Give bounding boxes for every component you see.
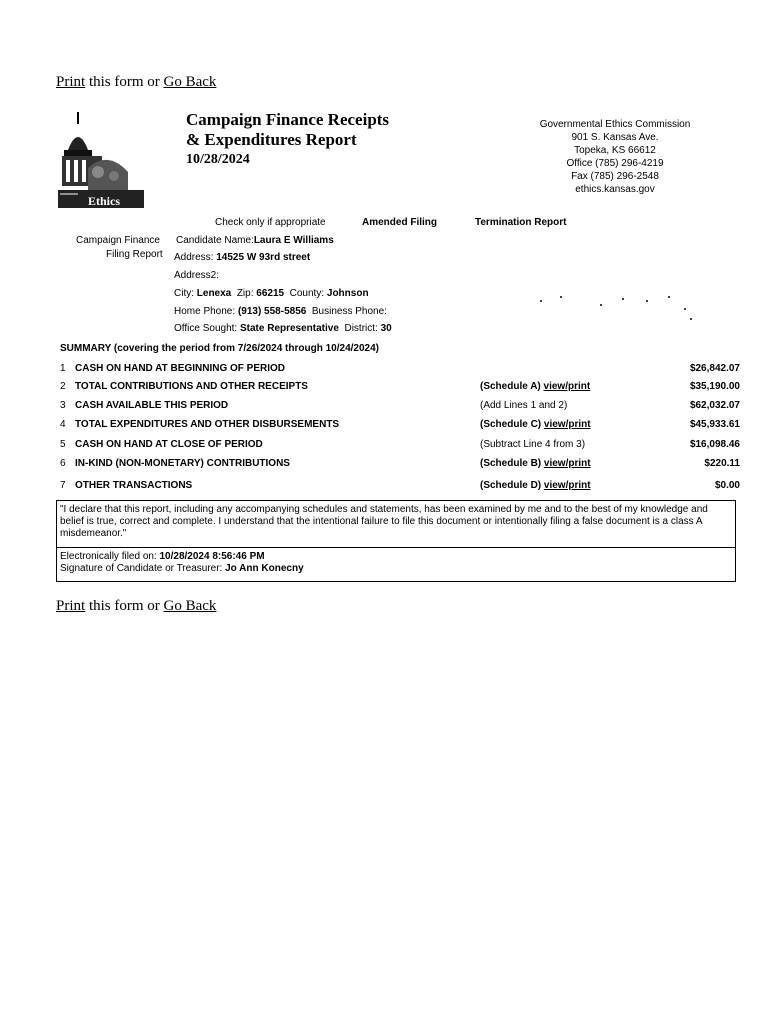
row-schedule: (Add Lines 1 and 2) bbox=[480, 400, 568, 411]
go-back-link[interactable]: Go Back bbox=[163, 74, 217, 90]
report-title-line1: Campaign Finance Receipts bbox=[186, 110, 390, 129]
row-amount: $16,098.46 bbox=[689, 439, 740, 450]
top-nav bbox=[56, 74, 216, 91]
candidate-name-value: Laura E Williams bbox=[253, 235, 334, 246]
ethics-seal-logo bbox=[58, 110, 144, 210]
candidate-name-label: Candidate Name: bbox=[176, 235, 254, 246]
row-number: 1 bbox=[60, 363, 66, 374]
schedule-a-view-print-link[interactable]: view/print bbox=[543, 381, 591, 392]
row-amount: $45,933.61 bbox=[689, 419, 740, 430]
address-row bbox=[174, 252, 310, 263]
zip-value: 66215 bbox=[256, 288, 285, 299]
district-value: 30 bbox=[380, 323, 392, 334]
row-number: 5 bbox=[60, 439, 66, 450]
row-schedule bbox=[480, 480, 591, 491]
row-amount: $0.00 bbox=[714, 480, 740, 491]
row-schedule bbox=[480, 458, 591, 469]
county-value: Johnson bbox=[326, 288, 369, 299]
summary-row bbox=[60, 381, 740, 399]
filed-on-row bbox=[60, 551, 304, 563]
agency-street: 901 S. Kansas Ave. bbox=[571, 132, 659, 143]
schedule-b-view-print-link[interactable]: view/print bbox=[543, 458, 591, 469]
summary-row bbox=[60, 439, 740, 457]
filed-on-label: Electronically filed on: bbox=[60, 551, 157, 562]
summary-row bbox=[60, 363, 740, 381]
row-amount: $62,032.07 bbox=[689, 400, 740, 411]
agency-website: ethics.kansas.gov bbox=[575, 184, 655, 195]
summary-heading: SUMMARY (covering the period from 7/26/2024 through 10/24/2024) bbox=[60, 343, 379, 354]
city-value: Lenexa bbox=[196, 288, 232, 299]
summary-row bbox=[60, 419, 740, 437]
row-label: IN-KIND (NON-MONETARY) CONTRIBUTIONS bbox=[75, 458, 290, 469]
row-number: 2 bbox=[60, 381, 66, 392]
nav-middle-text: this form or bbox=[85, 598, 164, 614]
zip-label: Zip: bbox=[236, 288, 254, 299]
seal-caption: Ethics bbox=[88, 194, 121, 208]
filed-on-value: 10/28/2024 8:56:46 PM bbox=[159, 551, 265, 562]
row-amount: $35,190.00 bbox=[689, 381, 740, 392]
home-phone-label: Home Phone: bbox=[174, 306, 236, 317]
row-label: OTHER TRANSACTIONS bbox=[75, 480, 193, 491]
agency-office-phone: Office (785) 296-4219 bbox=[566, 158, 664, 169]
amended-filing-label: Amended Filing bbox=[362, 217, 437, 228]
address-label: Address: bbox=[174, 252, 214, 263]
row-amount: $220.11 bbox=[704, 458, 740, 469]
print-form-link[interactable]: Print bbox=[56, 598, 86, 614]
home-phone-value: (913) 558-5856 bbox=[237, 306, 307, 317]
agency-contact-block bbox=[520, 118, 710, 196]
schedule-label: (Schedule A) bbox=[480, 381, 544, 392]
row-label: CASH ON HAND AT CLOSE OF PERIOD bbox=[75, 439, 263, 450]
summary-row bbox=[60, 480, 740, 498]
report-date: 10/28/2024 bbox=[186, 152, 250, 167]
schedule-c-view-print-link[interactable]: view/print bbox=[543, 419, 591, 430]
agency-name: Governmental Ethics Commission bbox=[539, 119, 691, 130]
schedule-label: (Schedule C) bbox=[480, 419, 544, 430]
address2-row bbox=[174, 270, 219, 281]
print-form-link[interactable]: Print bbox=[56, 74, 86, 90]
address-value: 14525 W 93rd street bbox=[216, 252, 311, 263]
row-number: 3 bbox=[60, 400, 66, 411]
city-row bbox=[174, 288, 369, 299]
declaration-text: "I declare that this report, including any accompanying schedules and statements, has been examined by me and to the best of my knowledge and belief is true, correct and complete. I understand that the intentional failure to file this document or intentionally filing a false document is a class A misdemeanor." bbox=[60, 504, 708, 539]
city-label: City: bbox=[174, 288, 194, 299]
declaration-divider bbox=[57, 547, 735, 548]
go-back-link[interactable]: Go Back bbox=[163, 598, 217, 614]
row-label: TOTAL CONTRIBUTIONS AND OTHER RECEIPTS bbox=[75, 381, 308, 392]
row-label: TOTAL EXPENDITURES AND OTHER DISBURSEMENTS bbox=[75, 419, 340, 430]
bottom-nav bbox=[56, 598, 216, 615]
summary-row bbox=[60, 400, 740, 418]
row-number: 7 bbox=[60, 480, 66, 491]
row-label: CASH AVAILABLE THIS PERIOD bbox=[75, 400, 229, 411]
row-schedule: (Subtract Line 4 from 3) bbox=[480, 439, 586, 450]
schedule-label: (Schedule B) bbox=[480, 458, 544, 469]
report-title-block bbox=[186, 110, 389, 170]
business-phone-label: Business Phone: bbox=[311, 306, 387, 317]
schedule-label: (Schedule D) bbox=[480, 480, 544, 491]
report-title-line2: & Expenditures Report bbox=[186, 130, 357, 149]
schedule-d-view-print-link[interactable]: view/print bbox=[543, 480, 591, 491]
filing-info bbox=[60, 551, 304, 575]
summary-row bbox=[60, 458, 740, 476]
address2-label: Address2: bbox=[174, 270, 220, 281]
candidate-name-row bbox=[176, 235, 334, 246]
row-label: CASH ON HAND AT BEGINNING OF PERIOD bbox=[75, 363, 286, 374]
agency-fax: Fax (785) 296-2548 bbox=[571, 171, 659, 182]
county-label: County: bbox=[289, 288, 325, 299]
row-number: 6 bbox=[60, 458, 66, 469]
row-schedule bbox=[480, 419, 591, 430]
signature-label: Signature of Candidate or Treasurer: bbox=[60, 563, 223, 574]
signature-row bbox=[60, 563, 304, 575]
agency-city: Topeka, KS 66612 bbox=[574, 145, 656, 156]
report-label-line2: Filing Report bbox=[106, 249, 163, 260]
termination-report-label: Termination Report bbox=[475, 217, 567, 228]
phone-row bbox=[174, 306, 387, 317]
office-sought-value: State Representative bbox=[239, 323, 339, 334]
office-row bbox=[174, 323, 392, 334]
report-label-line1: Campaign Finance bbox=[76, 235, 160, 246]
row-amount: $26,842.07 bbox=[689, 363, 740, 374]
signature-value: Jo Ann Konecny bbox=[225, 563, 304, 574]
office-sought-label: Office Sought: bbox=[174, 323, 238, 334]
declaration-box bbox=[56, 500, 736, 582]
district-label: District: bbox=[344, 323, 378, 334]
row-number: 4 bbox=[60, 419, 66, 430]
check-appropriate-label: Check only if appropriate bbox=[215, 217, 326, 228]
row-schedule bbox=[480, 381, 590, 392]
nav-middle-text: this form or bbox=[85, 74, 164, 90]
